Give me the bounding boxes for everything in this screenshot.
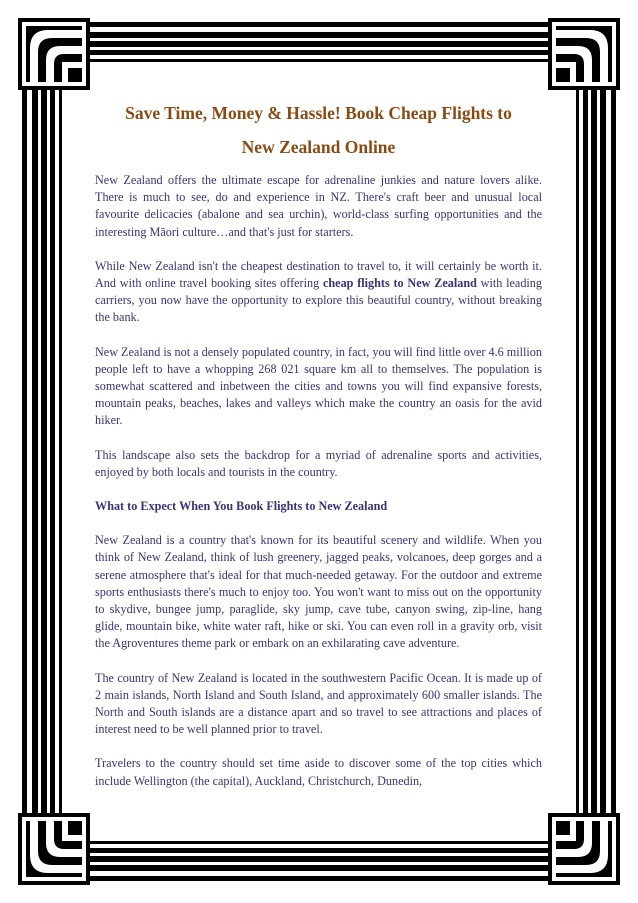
paragraph-cheap-flights: [95, 258, 542, 327]
paragraph-cheap-flights-start: While New Zealand isn't the cheapest destination to travel to, it will certainly be worth it. And with online travel booking sites offering: [95, 258, 542, 291]
paragraph-geography: The country of New Zealand is located in the southwestern Pacific Ocean. It is made up of 2 main islands, North Island and South Island, and approximately 600 smaller islands. The North and South islands are a distance apart and so travel to see attractions and places of interest need to be well planned prior to travel.: [95, 670, 542, 737]
title-line-2: New Zealand Online: [241, 137, 396, 157]
paragraph-scenery: New Zealand is a country that's known for its beautiful scenery and wildlife. When you think of New Zealand, think of lush greenery, jagged peaks, volcanoes, deep gorges and a serene atmosphere that's ideal for that much-needed getaway. For the outdoor and extreme sports enthusiasts there's much to enjoy too. You won't want to miss out on the opportunity to skydive, bungee jump, paraglide, sky jump, cave tube, canyon swing, zip-line, hang glide, mountain bike, white water raft, hike or ski. You can even roll in a gravity orb, visit the Agroventures theme park or embark on an exhilarating cave adventure.: [95, 533, 542, 651]
border-corner-bottom-left: [18, 813, 90, 885]
border-left-bar: [22, 60, 62, 843]
border-top-bar: [60, 22, 578, 62]
border-corner-top-right: [548, 18, 620, 90]
paragraph-landscape: This landscape also sets the backdrop for a myriad of adrenaline sports and activities, enjoyed by both locals and tourists in the country.: [95, 447, 542, 479]
border-right-bar: [576, 60, 616, 843]
border-corner-top-left: [18, 18, 90, 90]
page-title: [95, 96, 542, 164]
paragraph-intro: New Zealand offers the ultimate escape for adrenaline junkies and nature lovers alike. There is much to see, do and experience in NZ. There's craft beer and unusual local favourite delicacies (abalone and sea urchin), world-class surfing opportunities and the interesting Māori culture…and that's just for starters.: [95, 173, 542, 239]
paragraph-cheap-flights-end: with leading carriers, you now have the opportunity to explore this beautiful country, without breaking the bank.: [95, 276, 542, 325]
document-body: [95, 96, 542, 807]
paragraph-population: New Zealand is not a densely populated country, in fact, you will find little over 4.6 million people left to have a whopping 268 021 square km all to themselves. The population is somewhat scattered and inbetween the cities and towns you will find expansive forests, mountain peaks, beaches, lakes and valleys which make the country an oasis for the avid hiker.: [95, 344, 542, 428]
border-corner-bottom-right: [548, 813, 620, 885]
border-bottom-bar: [60, 841, 578, 881]
keyword-cheap-flights: cheap flights to New Zealand: [322, 276, 477, 291]
section-heading: What to Expect When You Book Flights to New Zealand: [95, 499, 388, 514]
paragraph-cities: Travelers to the country should set time aside to discover some of the top cities which include Wellington (the capital), Auckland, Christchurch, Dunedin,: [95, 756, 542, 788]
title-line-1: Save Time, Money & Hassle! Book Cheap Flights to: [125, 103, 512, 123]
